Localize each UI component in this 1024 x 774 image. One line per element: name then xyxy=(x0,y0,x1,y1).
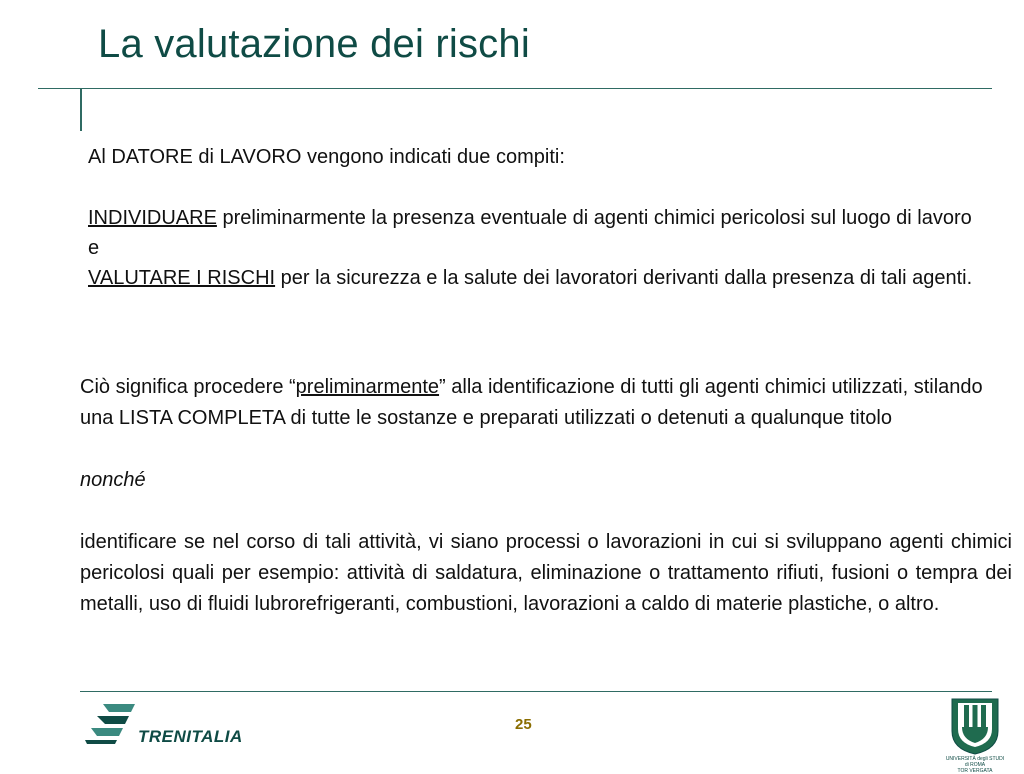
identification-paragraph xyxy=(80,372,1012,434)
task-identify xyxy=(88,203,991,233)
identification-text-end: ” alla identificazione di tutti gli agenti chimici utilizzati, stilando una LISTA COMPLETA di tutte le sostanze e preparati utilizzati o detenuti a qualunque titolo xyxy=(80,376,983,429)
university-name xyxy=(944,756,1006,774)
slide-title: La valutazione dei rischi xyxy=(98,22,530,66)
task-identify-keyword: INDIVIDUARE xyxy=(88,207,217,229)
task-identify-text: preliminarmente la presenza eventuale di agenti chimici pericolosi sul luogo di lavoro xyxy=(216,207,972,229)
title-accent-bar xyxy=(80,89,82,131)
nonche-connector: nonché xyxy=(80,469,146,491)
identification-text-start: Ciò significa procedere “ xyxy=(80,376,296,398)
processes-paragraph: identificare se nel corso di tali attività, vi siano processi o lavorazioni in cui si sviluppano agenti chimici pericolosi quali per esempio: attività di saldatura, eliminazione o trattamento rifiuti, fusioni o tempra dei metalli, uso di fluidi lubrorefrigeranti, combustioni, lavorazioni a caldo di materie plastiche, o altro. xyxy=(80,531,1012,615)
task-evaluate-text: per la sicurezza e la salute dei lavoratori derivanti dalla presenza di tali agenti. xyxy=(275,267,973,289)
task-evaluate xyxy=(88,263,991,293)
university-name-line1: UNIVERSITÀ degli STUDI di ROMA xyxy=(945,756,1005,768)
explanation-block xyxy=(80,372,1012,620)
page-number: 25 xyxy=(515,716,532,733)
task-conjunction: e xyxy=(88,237,100,259)
task-evaluate-keyword: VALUTARE I RISCHI xyxy=(88,267,276,289)
tasks-intro: Al DATORE di LAVORO vengono indicati due compiti: xyxy=(88,146,565,168)
employer-tasks-block xyxy=(88,142,991,293)
university-crest-icon xyxy=(948,697,1002,755)
preliminarily-keyword: preliminarmente xyxy=(295,376,440,398)
university-name-line2: TOR VERGATA xyxy=(957,768,993,774)
title-underline xyxy=(38,88,992,89)
trenitalia-wordmark: TRENITALIA xyxy=(138,727,243,746)
footer-rule xyxy=(80,691,992,692)
